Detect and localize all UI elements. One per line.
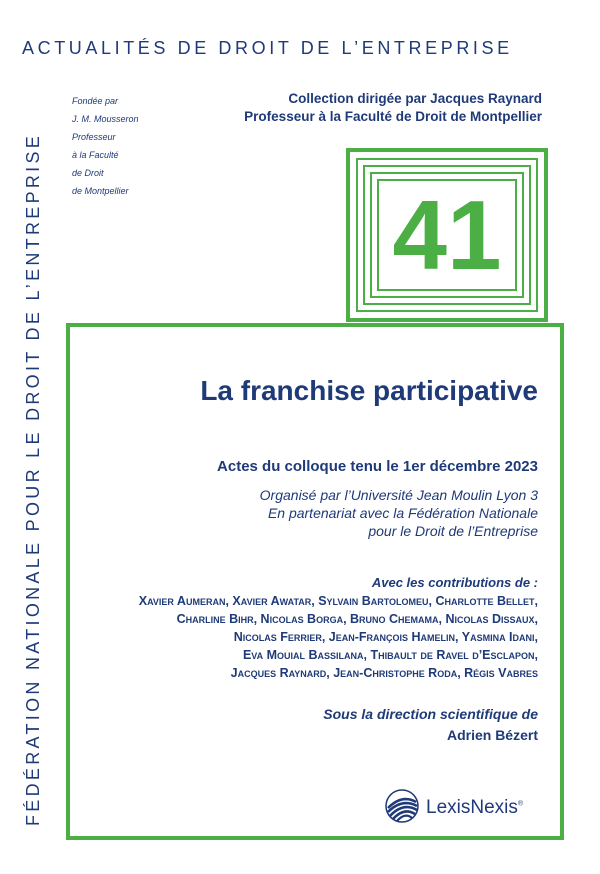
founder-line: de Droit (72, 168, 104, 178)
proceedings-line: Actes du colloque tenu le 1er décembre 2023 (217, 458, 538, 475)
organizer-note (260, 486, 538, 540)
volume-number: 41 (392, 180, 502, 290)
scientific-director: Adrien Bézert (446, 727, 538, 743)
contributors-list (139, 592, 538, 682)
organizer-line: pour le Droit de l’Entreprise (368, 523, 538, 539)
collection-line-1: Collection dirigée par Jacques Raynard (288, 91, 542, 106)
federation-vertical-title: FÉDÉRATION NATIONALE POUR LE DROIT DE L’ENTREPRISE (23, 132, 43, 826)
contributors-line: Charline Bihr, Nicolas Borga, Bruno Chemama, Nicolas Dissaux, (176, 612, 538, 626)
founder-note (72, 92, 139, 200)
collection-director (244, 90, 542, 126)
founder-line: à la Faculté (72, 150, 119, 160)
direction-label: Sous la direction scientifique de (323, 706, 538, 722)
series-title: ACTUALITÉS DE DROIT DE L’ENTREPRISE (22, 38, 513, 58)
founder-line: Professeur (72, 132, 116, 142)
contributions-label: Avec les contributions de : (371, 575, 538, 590)
founder-line: de Montpellier (72, 186, 129, 196)
book-title: La franchise participative (200, 375, 538, 406)
contributors-line: Xavier Aumeran, Xavier Awatar, Sylvain Bartolomeu, Charlotte Bellet, (138, 594, 538, 608)
founder-line: Fondée par (72, 96, 119, 106)
publisher-name-text: LexisNexis (426, 797, 518, 818)
lexisnexis-globe-icon (384, 788, 420, 829)
contributors-line: Nicolas Ferrier, Jean-François Hamelin, Yasmina Idani, (233, 630, 538, 644)
founder-line: J. M. Mousseron (72, 114, 139, 124)
contributors-line: Jacques Raynard, Jean-Christophe Roda, Régis Vabres (230, 666, 538, 680)
contributors-line: Eva Mouial Bassilana, Thibault de Ravel d’Esclapon, (242, 648, 538, 662)
publisher-logo (384, 790, 523, 826)
collection-line-2: Professeur à la Faculté de Droit de Montpellier (244, 109, 542, 124)
publisher-name (426, 797, 523, 819)
registered-mark: ® (517, 800, 524, 808)
organizer-line: Organisé par l’Université Jean Moulin Lyon 3 (259, 487, 538, 503)
organizer-line: En partenariat avec la Fédération Nationale (267, 505, 538, 521)
